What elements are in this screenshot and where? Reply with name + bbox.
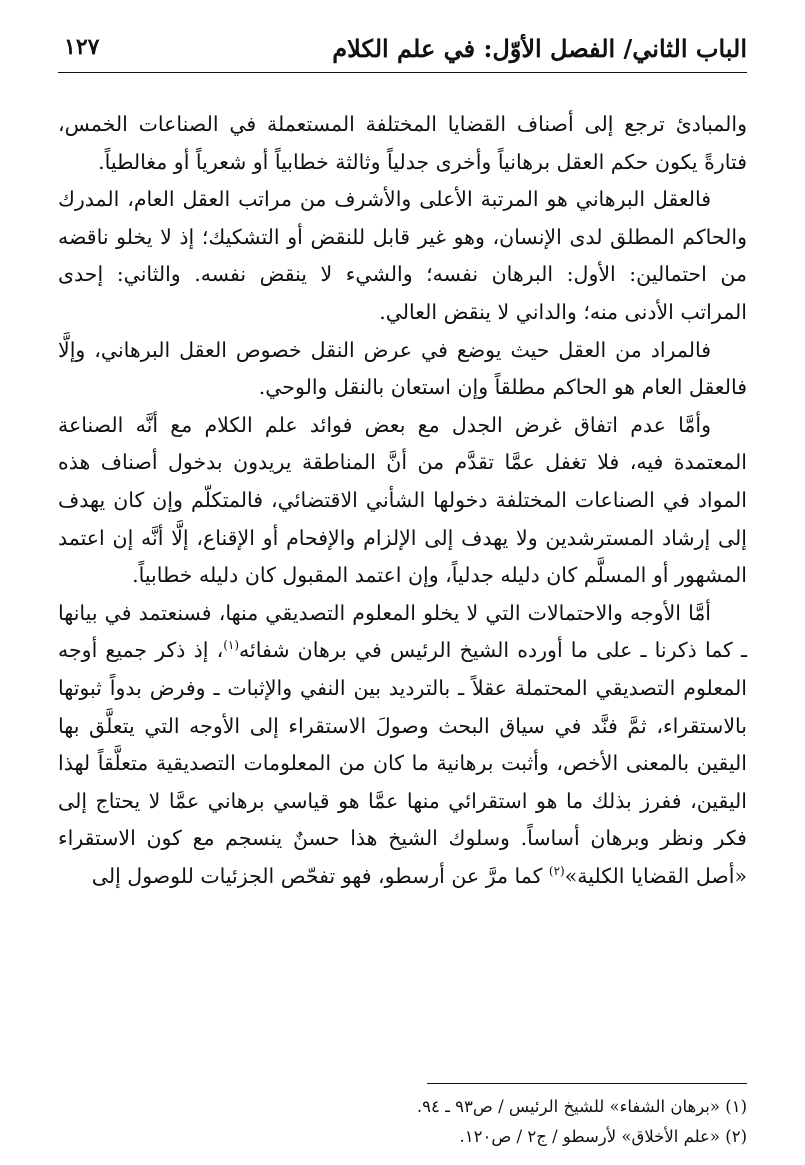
- footnote-marker: (٢): [548, 864, 565, 879]
- footnote: (٢) «علم الأخلاق» لأرسطو / ج٢ / ص١٢٠.: [459, 1127, 747, 1146]
- footnote: (١) «برهان الشفاء» للشيخ الرئيس / ص٩٣ ـ ٩٤.: [416, 1097, 747, 1116]
- running-title: الباب الثاني/ الفصل الأوّل: في علم الكلام: [332, 34, 747, 63]
- paragraph: فالعقل البرهاني هو المرتبة الأعلى والأشرف من مراتب العقل العام، المدرك والحاكم المطلق لدى الإنسان، وهو غير قابل للنقض أو التشكيك؛ إذ لا يخلو ناقضه من احتمالين: الأول: البرهان نفسه؛ والشيء لا ينقض نفسه. والثاني: إحدى المراتب الأدنى منه؛ والداني لا ينقض العالي.: [58, 187, 747, 324]
- footnote-marker: (١): [223, 638, 240, 653]
- body-text: [58, 106, 747, 895]
- footnotes: [58, 1092, 747, 1152]
- paragraph-text: ، إذ ذكر جميع أوجه المعلوم التصديقي المحتملة عقلاً ـ بالترديد بين النفي والإثبات ـ وفرض بدواً ثبوتها بالاستقراء، ثمَّ فنَّد في سياق البحث وصولَ الاستقراء إلى الأوجه التي يتعلَّق بها اليقين بالمعنى الأخص، وأثبت برهانية ما كان من المعلومات التصديقية متعلَّقاً لهذا اليقين، ففرز بذلك ما هو استقرائي منها عمَّا هو قياسي برهاني عمَّا لا يحتاج إلى فكر ونظر وبرهان أساساً. وسلوك الشيخ هذا حسنٌ ينسجم مع كون الاستقراء «أصل القضايا الكلية»: [58, 638, 747, 888]
- paragraph-text: كما مرَّ عن أرسطو، فهو تفحّص الجزئيات للوصول إلى: [91, 863, 549, 888]
- paragraph: [58, 595, 747, 896]
- paragraph: والمبادئ ترجع إلى أصناف القضايا المختلفة المستعملة في الصناعات الخمس، فتارةً يكون حكم العقل برهانياً وأخرى جدلياً وثالثة خطابياً أو شعرياً أو مغالطياً.: [58, 112, 747, 174]
- paragraph: فالمراد من العقل حيث يوضع في عرض النقل خصوص العقل البرهاني، وإلَّا فالعقل العام هو الحاكم مطلقاً وإن استعان بالنقل والوحي.: [58, 337, 747, 400]
- footnote-rule: [427, 1083, 747, 1084]
- page-number: ١٢٧: [64, 34, 100, 60]
- paragraph: وأمَّا عدم اتفاق غرض الجدل مع بعض فوائد علم الكلام مع أنَّه الصناعة المعتمدة فيه، فلا تغفل عمَّا تقدَّم من أنَّ المناطقة يريدون بدخول أصناف هذه المواد في الصناعات المختلفة دخولها الشأني الاقتضائي، فالمتكلّم وإن كان يهدف إلى إرشاد المسترشدين ولا يهدف إلى الإلزام والإفحام أو الإقناع، إلَّا أنَّه إن اعتمد المشهور أو المسلَّم كان دليله جدلياً، وإن اعتمد المقبول كان دليله خطابياً.: [58, 412, 747, 588]
- page-header: [58, 30, 747, 74]
- paragraph-text: أمَّا الأوجه والاحتمالات التي لا يخلو المعلوم التصديقي منها، فسنعتمد في بيانها ـ كما ذكرنا ـ على ما أورده الشيخ الرئيس في برهان شفائه: [58, 600, 747, 663]
- header-rule: [58, 72, 747, 73]
